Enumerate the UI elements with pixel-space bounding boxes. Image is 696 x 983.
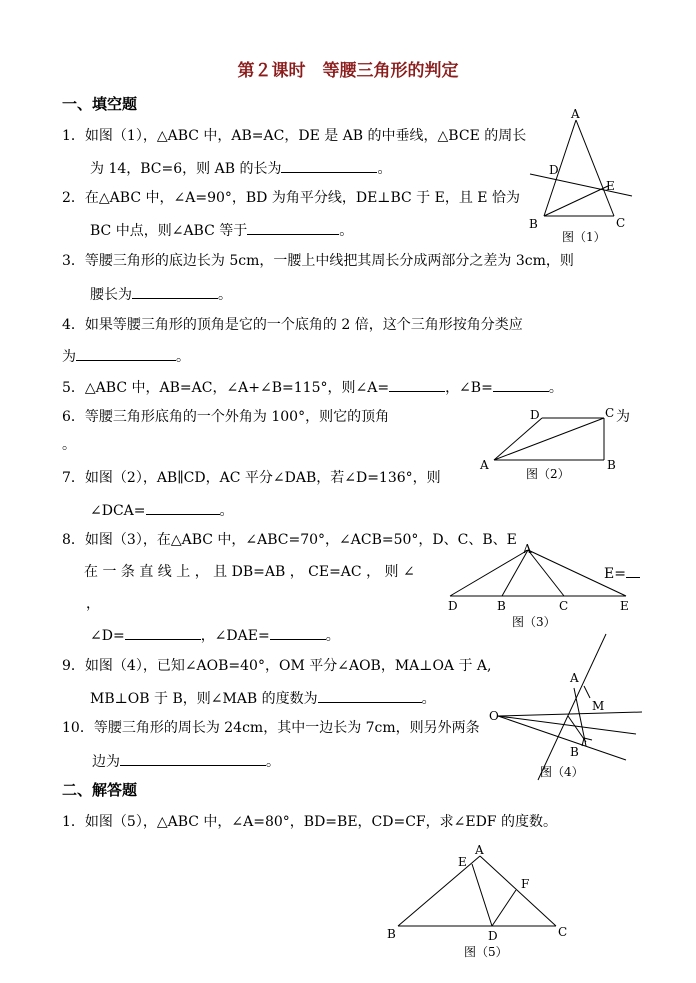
fig3-label-a: A: [523, 542, 532, 556]
question-3-text: 腰长为: [90, 287, 132, 303]
question-2-end: 。: [339, 223, 354, 239]
question-6-line-2: 。: [62, 437, 76, 453]
question-8-text-dae: ，∠DAE=: [200, 628, 270, 644]
fig1-caption: 图（1）: [562, 230, 606, 244]
fig5-segment-df: [492, 890, 516, 926]
fig3-label-b: B: [497, 599, 506, 613]
figure-4: [486, 630, 646, 780]
fig3-label-c: C: [559, 599, 569, 613]
question-8-text-e: E=: [604, 566, 626, 582]
fig3-segment-ac: [528, 550, 564, 596]
question-10-line-1: 10．等腰三角形的周长为 24cm，其中一边长为 7cm，则另外两条: [62, 720, 480, 736]
fig5-segment-de: [472, 864, 492, 926]
question-7-answer-blank[interactable]: [146, 500, 220, 515]
fig4-label-b: B: [570, 745, 579, 759]
question-8-blank-angle-dae[interactable]: [270, 625, 326, 640]
fig5-caption: 图（5）: [464, 945, 508, 959]
fig4-right-angle-mark: [582, 738, 592, 746]
question-7-end: 。: [219, 503, 234, 519]
question-9-line-2: [90, 688, 436, 708]
fig3-segment-ae: [528, 550, 626, 596]
question-6-line-1-end: 为: [616, 409, 630, 425]
question-1-text: 为 14，BC=6，则 AB 的长为: [90, 161, 282, 177]
question-8-line-4: [90, 625, 340, 645]
section-fill-in-heading: 一、填空题: [62, 95, 138, 113]
question-9-text: MB⊥OB 于 B，则∠MAB 的度数为: [90, 691, 318, 707]
question-4-line-1: 4．如果等腰三角形的顶角是它的一个底角的 2 倍，这个三角形按角分类应: [62, 317, 523, 333]
question-1-line-2: [90, 158, 391, 178]
fig2-label-b: B: [607, 458, 616, 472]
fig5-side-ac: [480, 856, 556, 926]
question-7-text: ∠DCA=: [90, 503, 146, 519]
fig4-label-o: O: [489, 709, 499, 723]
figure-3: [442, 540, 638, 632]
fig5-label-e: E: [458, 855, 467, 869]
question-5-text-b: ，∠B=: [445, 380, 493, 396]
question-3-end: 。: [218, 287, 232, 303]
fig4-caption: 图（4）: [540, 765, 584, 779]
fig1-label-b: B: [529, 217, 538, 231]
fig3-segment-ab: [502, 550, 528, 596]
fig5-label-f: F: [521, 877, 530, 891]
question-9-answer-blank[interactable]: [318, 688, 422, 703]
question-8-line-2: 在 一 条 直 线 上 ， 且 DB=AB ， CE=AC ， 则 ∠: [84, 564, 415, 580]
question-7-line-1: 7．如图（2），AB∥CD，AC 平分∠DAB，若∠D=136°，则: [62, 470, 441, 486]
question-9-end: 。: [421, 691, 436, 707]
question-4-end: 。: [176, 349, 190, 365]
fig2-label-d: D: [530, 408, 540, 422]
question-10-text: 边为: [92, 754, 120, 770]
question-1-answer-blank[interactable]: [281, 158, 377, 173]
fig2-label-a: A: [480, 458, 489, 472]
question-2-text: BC 中点，则∠ABC 等于: [90, 223, 248, 239]
question-2-answer-blank[interactable]: [247, 220, 339, 235]
question-2-line-2: [90, 220, 353, 240]
question-2-line-1: 2．在△ABC 中，∠A=90°，BD 为角平分线，DE⊥BC 于 E，且 E 恰为: [62, 190, 520, 206]
fig5-side-ab: [398, 856, 480, 926]
fig1-perpendicular-bisector-de: [530, 174, 632, 196]
fig3-caption: 图（3）: [512, 615, 556, 629]
figure-5: [384, 840, 574, 964]
figure-1: [520, 100, 640, 248]
question-3-line-1: 3．等腰三角形的底边长为 5cm，一腰上中线把其周长分成两部分之差为 3cm，则: [62, 253, 574, 269]
fig4-label-a: A: [570, 671, 579, 685]
question-5-text-a: 5．△ABC 中，AB=AC，∠A+∠B=115°，则∠A=: [62, 380, 390, 396]
question-4-text: 为: [62, 349, 76, 365]
fig2-diagonal-ac: [494, 418, 604, 460]
question-8-blank-angle-d[interactable]: [125, 625, 201, 640]
question-5-blank-angle-a[interactable]: [389, 377, 445, 392]
fig5-label-c: C: [558, 925, 568, 939]
fig4-segment-mb: [574, 688, 586, 746]
question-4-line-2: [62, 346, 190, 366]
fig5-label-a: A: [475, 843, 484, 857]
fig1-label-d: D: [549, 163, 559, 177]
fig4-ray-oa: [498, 712, 642, 716]
fig5-label-d: D: [488, 929, 498, 943]
question-10-end: 。: [266, 754, 280, 770]
question-5-line: [62, 377, 563, 397]
fig2-label-c: C: [605, 406, 615, 420]
fig2-caption: 图（2）: [526, 467, 570, 481]
fig1-label-c: C: [616, 216, 626, 230]
question-8-line-1: 8．如图（3），在△ABC 中，∠ABC=70°，∠ACB=50°，D、C、B、E: [62, 532, 517, 548]
question-10-answer-blank[interactable]: [120, 751, 266, 766]
question-8-line-3: ，: [86, 596, 100, 612]
question-5-blank-angle-b[interactable]: [493, 377, 549, 392]
question-3-line-2: [90, 284, 232, 304]
fig4-segment-ab: [568, 716, 586, 742]
problem-1-text: 1．如图（5），△ABC 中，∠A=80°，BD=BE，CD=CF，求∠EDF 的度数。: [62, 814, 557, 830]
question-10-line-2: [92, 751, 280, 771]
question-3-answer-blank[interactable]: [132, 284, 218, 299]
section-solve-heading: 二、解答题: [62, 781, 138, 799]
question-8-end: 。: [325, 628, 340, 644]
question-6-line-1: 6．等腰三角形底角的一个外角为 100°，则它的顶角: [62, 409, 390, 425]
fig3-label-e: E: [620, 599, 629, 613]
question-1-line-1: 1．如图（1），△ABC 中，AB=AC，DE 是 AB 的中垂线，△BCE 的周长: [62, 128, 527, 144]
question-5-end: 。: [548, 380, 563, 396]
fig4-ray-ob: [498, 716, 626, 760]
question-9-line-1: 9．如图（4），已知∠AOB=40°，OM 平分∠AOB，MA⊥OA 于 A,: [62, 658, 492, 674]
question-4-answer-blank[interactable]: [76, 346, 176, 361]
page-title: 第２课时 等腰三角形的判定: [237, 61, 459, 81]
question-1-end: 。: [377, 161, 392, 177]
figure-2: [474, 402, 624, 486]
fig3-label-d: D: [448, 599, 458, 613]
fig4-label-m: M: [592, 699, 605, 713]
fig3-segment-ad: [450, 550, 528, 596]
fig1-label-e: E: [606, 179, 615, 193]
question-7-line-2: [90, 500, 234, 520]
fig4-tick-mark: [584, 686, 590, 698]
fig1-side-ac: [576, 120, 614, 216]
question-8-text-d: ∠D=: [90, 628, 125, 644]
fig2-segment-ad: [494, 418, 542, 460]
fig1-segment-be: [544, 186, 608, 216]
fig5-label-b: B: [387, 927, 396, 941]
fig1-label-a: A: [571, 107, 580, 121]
